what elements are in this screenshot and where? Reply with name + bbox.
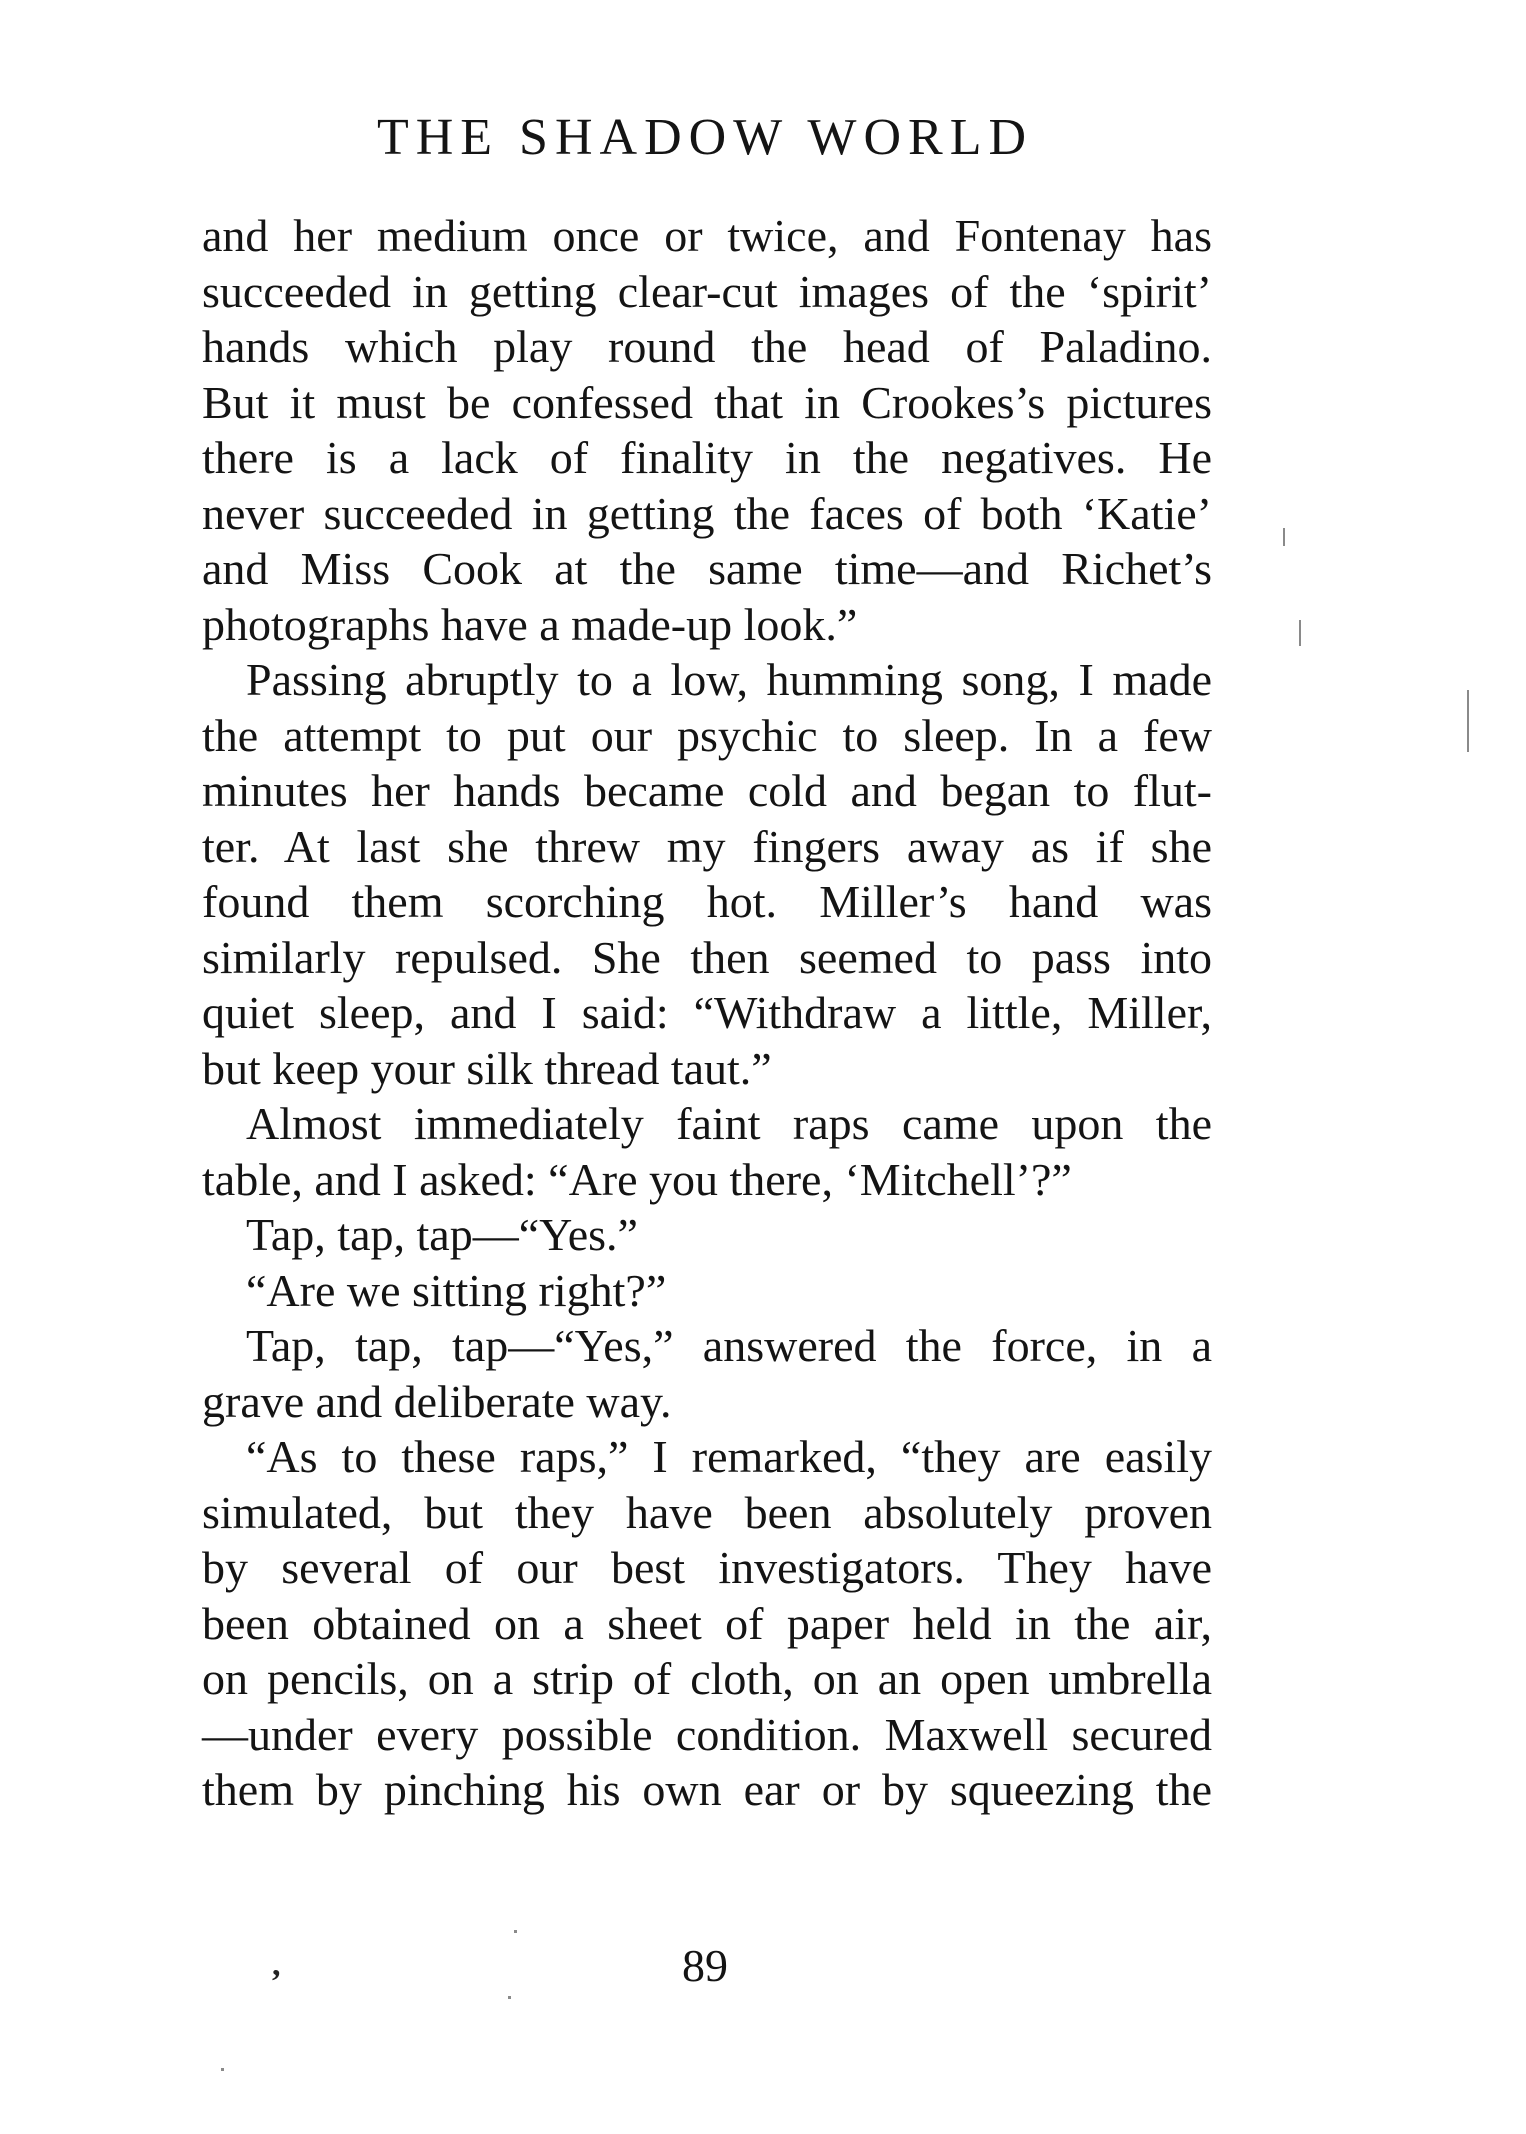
text-line: ter. At last she threw my fingers away as if she xyxy=(202,820,1212,872)
ink-smudge: , xyxy=(272,1946,281,1983)
text-line: Almost immediately faint raps came upon the xyxy=(246,1098,1212,1149)
body-text xyxy=(202,208,1212,1818)
text-line: on pencils, on a strip of cloth, on an open umbrella xyxy=(202,1653,1212,1704)
text-line: similarly repulsed. She then seemed to pass into xyxy=(202,931,1212,983)
scan-mark xyxy=(221,2068,224,2071)
text-line: grave and deliberate way. xyxy=(202,1375,672,1427)
text-line: them by pinching his own ear or by squeezing the xyxy=(202,1764,1212,1815)
text-line: quiet sleep, and I said: “Withdraw a little, Miller, xyxy=(202,987,1212,1038)
text-line: Tap, tap, tap—“Yes,” answered the force, in a xyxy=(246,1320,1212,1371)
scan-mark xyxy=(508,1996,511,1999)
text-line: —under every possible condition. Maxwell secured xyxy=(202,1708,1212,1760)
text-line: never succeeded in getting the faces of both ‘Katie’ xyxy=(202,487,1212,539)
text-line: found them scorching hot. Miller’s hand was xyxy=(202,876,1212,927)
text-line: Passing abruptly to a low, humming song, I made xyxy=(246,654,1212,705)
text-line: but keep your silk thread taut.” xyxy=(202,1042,772,1094)
scan-mark xyxy=(1283,528,1285,546)
text-line: there is a lack of finality in the negatives. He xyxy=(202,432,1212,483)
text-line: by several of our best investigators. They have xyxy=(202,1542,1212,1593)
text-line: simulated, but they have been absolutely proven xyxy=(202,1486,1212,1538)
running-head: THE SHADOW WORLD xyxy=(376,109,1034,166)
page-number: 89 xyxy=(682,1940,728,1991)
scan-mark xyxy=(1467,690,1469,752)
text-line: the attempt to put our psychic to sleep. In a few xyxy=(202,709,1212,761)
text-line: hands which play round the head of Paladino. xyxy=(202,321,1212,372)
text-line: table, and I asked: “Are you there, ‘Mitchell’?” xyxy=(202,1153,1072,1205)
scan-mark xyxy=(1299,620,1301,646)
text-line: minutes her hands became cold and began to flut- xyxy=(202,765,1212,816)
text-line: and her medium once or twice, and Fontenay has xyxy=(202,210,1212,261)
text-line: photographs have a made-up look.” xyxy=(202,598,858,650)
text-line: and Miss Cook at the same time—and Richet’s xyxy=(202,543,1212,594)
text-line: “Are we sitting right?” xyxy=(246,1264,667,1316)
text-line: Tap, tap, tap—“Yes.” xyxy=(246,1209,638,1260)
text-line: been obtained on a sheet of paper held in the air, xyxy=(202,1597,1212,1649)
text-line: But it must be confessed that in Crookes’s pictures xyxy=(202,376,1212,428)
text-line: succeeded in getting clear-cut images of the ‘spirit’ xyxy=(202,265,1212,317)
text-line: “As to these raps,” I remarked, “they are easily xyxy=(246,1431,1212,1482)
scan-mark xyxy=(514,1930,517,1933)
